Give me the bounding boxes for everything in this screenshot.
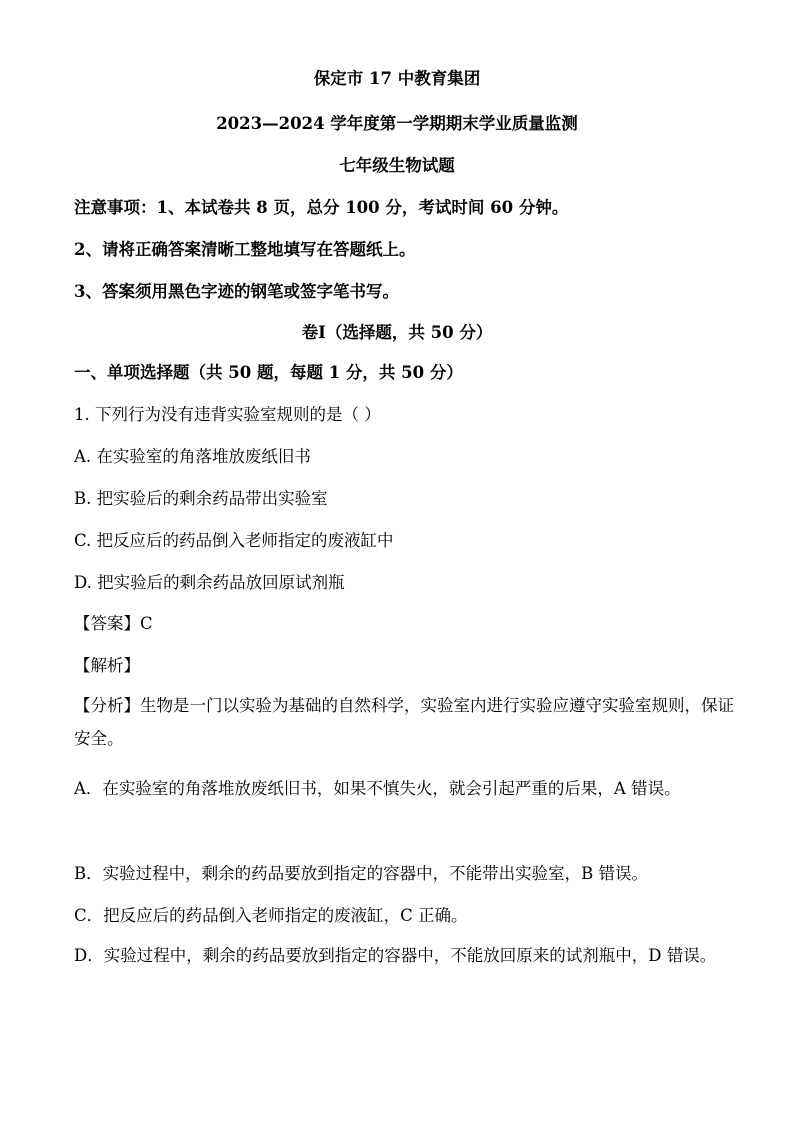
explanation-b: B．实验过程中，剩余的药品要放到指定的容器中，不能带出实验室，B 错误。	[74, 864, 648, 883]
explanation-a: A．在实验室的角落堆放废纸旧书，如果不慎失火，就会引起严重的后果，A 错误。	[74, 779, 681, 798]
header-org: 保定市 17 中教育集团	[313, 69, 481, 88]
option-a: A. 在实验室的角落堆放废纸旧书	[74, 447, 311, 466]
question-stem: 1. 下列行为没有违背实验室规则的是（ ）	[74, 405, 381, 424]
analysis-label: 【解析】	[74, 656, 140, 675]
analysis-paragraph: 【分析】生物是一门以实验为基础的自然科学，实验室内进行实验应遵守实验室规则，保证安全。	[74, 696, 734, 748]
section-title: 一、单项选择题（共 50 题，每题 1 分，共 50 分）	[74, 363, 463, 382]
option-c: C. 把反应后的药品倒入老师指定的废液缸中	[74, 531, 394, 550]
volume-title: 卷Ⅰ（选择题，共 50 分）	[301, 323, 493, 342]
notes-line-1: 注意事项：1、本试卷共 8 页，总分 100 分，考试时间 60 分钟。	[74, 198, 569, 217]
option-b: B. 把实验后的剩余药品带出实验室	[74, 489, 328, 508]
notes-line-3: 3、答案须用黑色字迹的钢笔或签字笔书写。	[74, 282, 399, 301]
answer: 【答案】C	[74, 614, 153, 633]
header-subject: 七年级生物试题	[339, 156, 455, 175]
notes-line-2: 2、请将正确答案清晰工整地填写在答题纸上。	[74, 240, 416, 259]
header-exam-title: 2023—2024 学年度第一学期期末学业质量监测	[216, 114, 578, 133]
explanation-c: C．把反应后的药品倒入老师指定的废液缸，C 正确。	[74, 906, 468, 925]
explanation-d: D．实验过程中，剩余的药品要放到指定的容器中，不能放回原来的试剂瓶中，D 错误。	[74, 946, 717, 965]
option-d: D. 把实验后的剩余药品放回原试剂瓶	[74, 573, 345, 592]
